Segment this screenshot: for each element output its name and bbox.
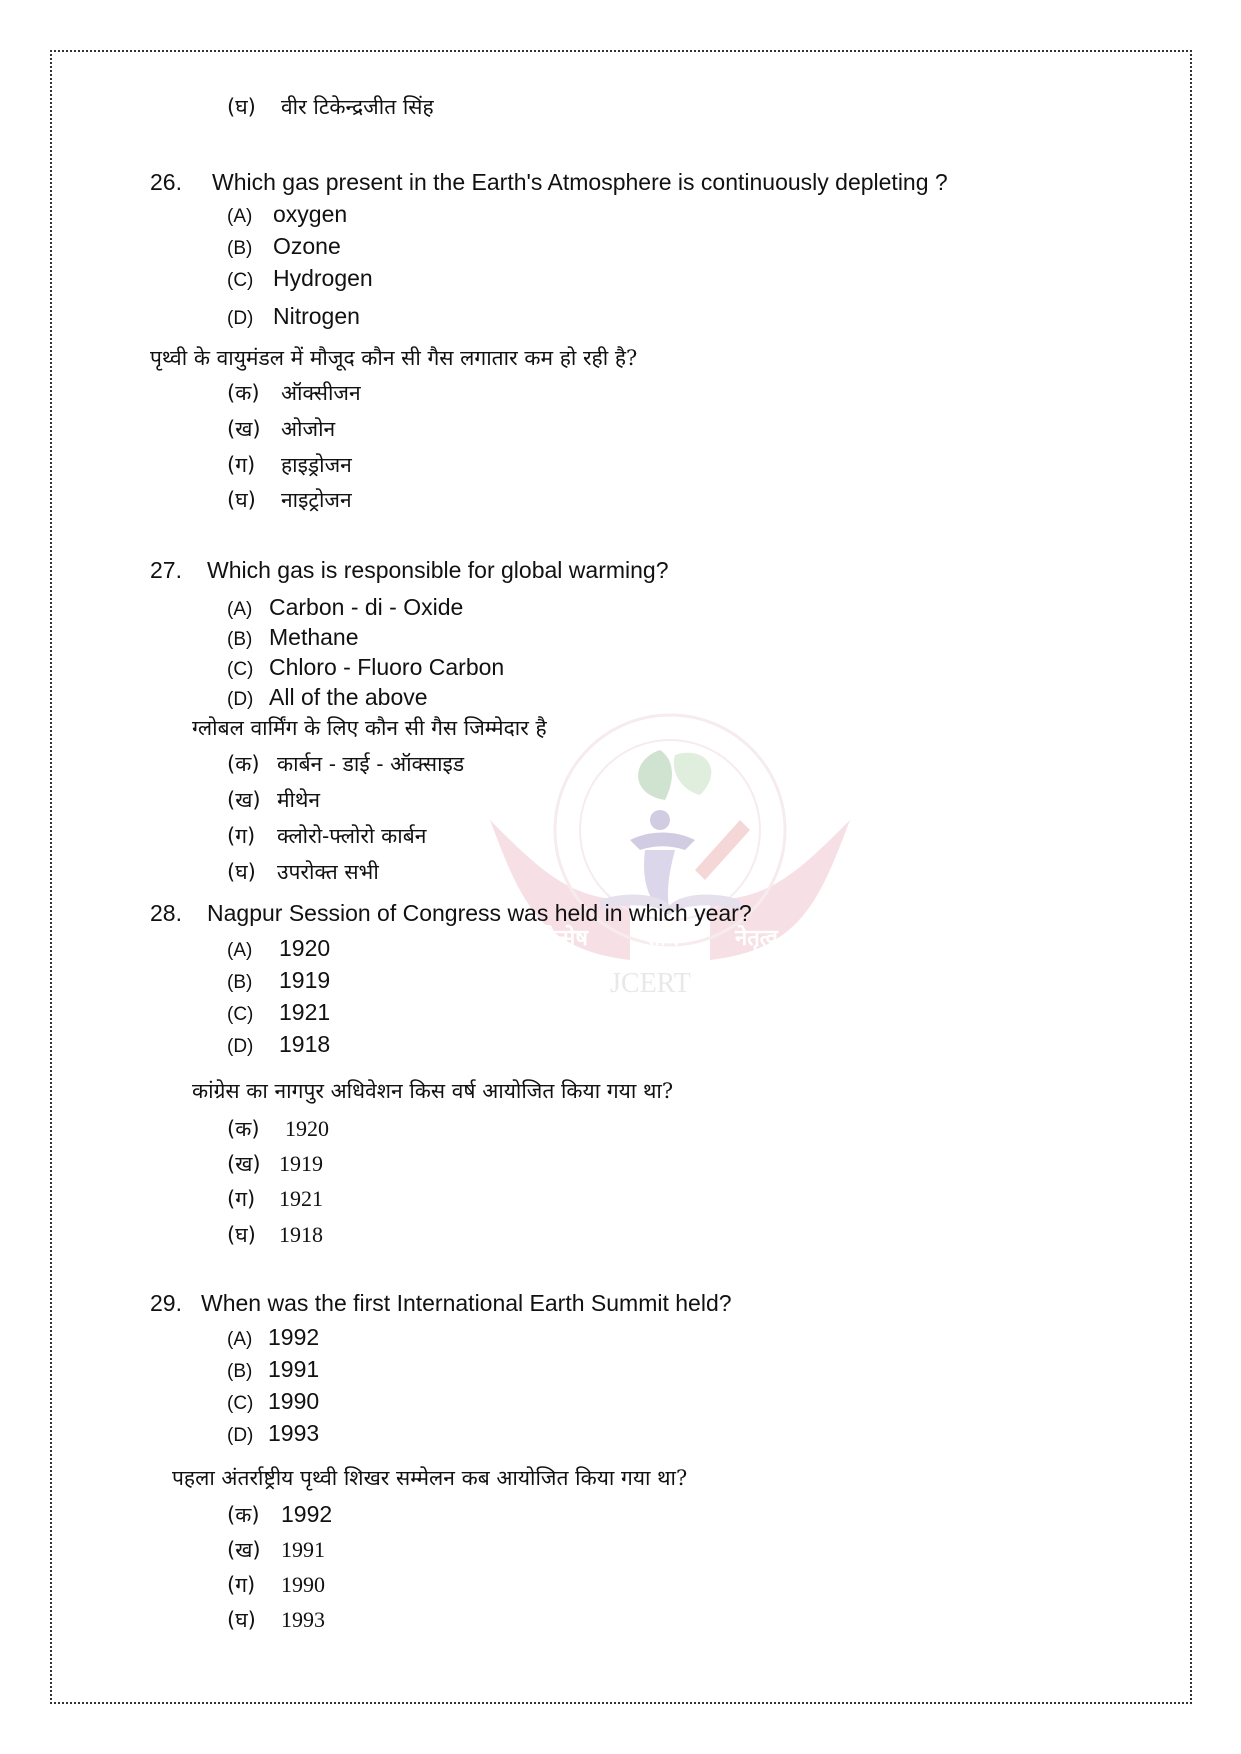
option-label: (C) [227,270,254,291]
option-text: Chloro - Fluoro Carbon [269,654,505,680]
option-text: Carbon - di - Oxide [269,594,464,620]
option-label: (घ) [227,860,256,884]
option-text: All of the above [269,684,428,710]
option-label: (B) [227,238,253,259]
option-29-c [227,1390,319,1413]
question-27-hi: ग्लोबल वार्मिंग के लिए कौन सी गैस जिम्मेदार है [192,716,547,740]
option-label: (ग) [227,824,256,848]
question-28-en [150,902,752,925]
option-28-ka [227,1118,329,1140]
question-number: 29. [150,1290,182,1316]
option-text: 1990 [268,1388,320,1414]
option-label: (A) [227,206,253,227]
option-27-ka [227,754,464,775]
option-27-c [227,656,504,679]
option-text: ओजोन [281,417,336,441]
option-label: (D) [227,1036,254,1057]
option-text: 1991 [268,1356,320,1382]
option-26-ga [227,455,352,476]
option-label: (ग) [227,1187,256,1211]
option-28-kha [227,1153,323,1175]
option-26-a [227,203,347,226]
option-text: 1920 [285,1116,329,1141]
option-label: (घ) [227,95,256,119]
option-prev-gha [227,97,434,118]
question-29-en [150,1292,732,1315]
option-29-ka [227,1503,332,1526]
question-text: Nagpur Session of Congress was held in which year? [207,900,752,926]
question-28-hi: कांग्रेस का नागपुर अधिवेशन किस वर्ष आयोजित किया गया था? [192,1079,674,1103]
option-26-c [227,267,373,290]
option-text: Hydrogen [273,265,373,291]
option-29-ga [227,1574,325,1596]
question-number: 28. [150,900,182,926]
option-28-ga [227,1188,323,1210]
question-text: Which gas is responsible for global warming? [207,557,669,583]
option-text: मीथेन [277,788,321,812]
option-label: (A) [227,1329,253,1350]
option-29-b [227,1358,319,1381]
option-text: 1992 [268,1324,320,1350]
option-text: उपरोक्त सभी [277,860,379,884]
option-26-gha [227,490,352,511]
option-label: (B) [227,972,253,993]
option-26-b [227,235,341,258]
option-label: (क) [227,752,260,776]
option-label: (ग) [227,453,256,477]
option-label: (D) [227,689,254,710]
option-29-d [227,1422,319,1445]
option-label: (A) [227,940,253,961]
option-label: (ख) [227,417,261,441]
option-text: Methane [269,624,359,650]
option-27-gha [227,862,379,883]
option-text: Nitrogen [273,303,360,329]
option-27-b [227,626,359,649]
option-label: (ग) [227,1573,256,1597]
question-26-en [150,171,948,194]
option-26-d [227,305,360,328]
page-border [50,50,1192,1704]
option-text: 1919 [279,967,331,993]
option-26-kha [227,419,335,440]
option-28-b [227,969,330,992]
option-text: 1993 [281,1607,325,1632]
question-text: When was the first International Earth Summit held? [201,1290,732,1316]
option-27-kha [227,790,320,811]
option-label: (घ) [227,1223,256,1247]
option-text: कार्बन - डाई - ऑक्साइड [277,752,465,776]
question-26-hi: पृथ्वी के वायुमंडल में मौजूद कौन सी गैस लगातार कम हो रही है? [150,346,638,370]
option-26-ka [227,383,361,404]
option-text: ऑक्सीजन [281,381,361,405]
option-label: (B) [227,1361,253,1382]
option-label: (A) [227,599,253,620]
option-29-kha [227,1539,325,1561]
option-label: (घ) [227,488,256,512]
option-label: (C) [227,1393,254,1414]
option-27-d [227,686,428,709]
motto-3: नेतृत्व [735,925,778,951]
option-text: oxygen [273,201,348,227]
question-27-en [150,559,669,582]
option-28-c [227,1001,330,1024]
option-label: (B) [227,629,253,650]
option-text: नाइट्रोजन [281,488,352,512]
option-text: वीर टिकेन्द्रजीत सिंह [281,95,434,119]
option-29-a [227,1326,319,1349]
motto-2: शोध [645,925,680,951]
option-label: (C) [227,1004,254,1025]
option-label: (D) [227,1425,254,1446]
option-label: (D) [227,308,254,329]
option-label: (ख) [227,788,261,812]
option-text: 1992 [281,1501,333,1527]
option-text: हाइड्रोजन [281,453,352,477]
option-text: 1918 [279,1222,323,1247]
option-label: (ख) [227,1152,261,1176]
option-label: (C) [227,659,254,680]
question-text: Which gas present in the Earth's Atmosphere is continuously depleting ? [212,169,948,195]
option-text: 1990 [281,1572,325,1597]
option-label: (ख) [227,1538,261,1562]
option-28-a [227,937,330,960]
option-27-ga [227,826,426,847]
option-text: 1991 [281,1537,325,1562]
motto-1: नवोन्मेष [525,925,589,951]
option-28-gha [227,1224,323,1246]
option-label: (क) [227,381,260,405]
question-number: 27. [150,557,182,583]
option-text: 1919 [279,1151,323,1176]
question-number: 26. [150,169,182,195]
option-label: (क) [227,1117,260,1141]
option-text: 1993 [268,1420,320,1446]
option-text: 1921 [279,999,331,1025]
option-text: Ozone [273,233,341,259]
option-29-gha [227,1609,325,1631]
option-label: (क) [227,1503,260,1527]
org-name: JCERT [610,968,691,999]
option-28-d [227,1033,330,1056]
option-text: 1920 [279,935,331,961]
question-29-hi: पहला अंतर्राष्ट्रीय पृथ्वी शिखर सम्मेलन कब आयोजित किया गया था? [172,1466,688,1490]
option-label: (घ) [227,1608,256,1632]
option-text: 1921 [279,1186,323,1211]
option-27-a [227,596,463,619]
option-text: 1918 [279,1031,331,1057]
option-text: क्लोरो-फ्लोरो कार्बन [277,824,427,848]
